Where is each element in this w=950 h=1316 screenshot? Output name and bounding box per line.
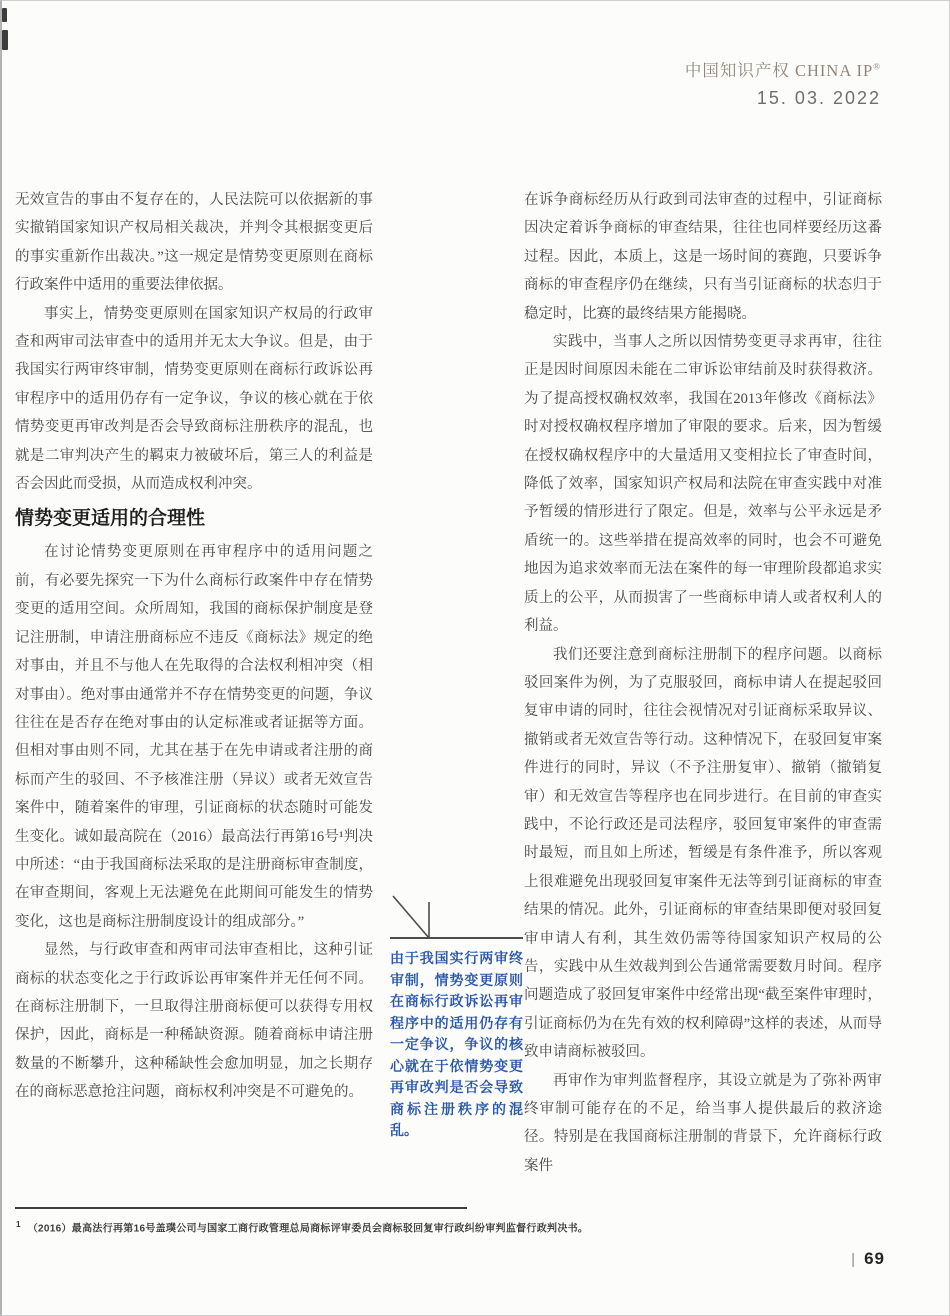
registered-mark: ® <box>873 61 881 72</box>
pull-quote-text: 由于我国实行两审终审制，情势变更原则在商标行政诉讼再审程序中的适用仍存有一定争议，争议的核心就在于依情势变更再审改判是否会导致商标注册秩序的混乱。 <box>390 950 523 1138</box>
magazine-header <box>685 57 881 109</box>
arrow-down-right-icon <box>392 895 438 939</box>
right-column-paragraphs <box>524 186 882 1180</box>
paragraph: 再审作为审判监督程序，其设立就是为了弥补两审终审制可能存在的不足，给当事人提供最后的救济途径。特别是在我国商标注册制的背景下，允许商标行政案件 <box>524 1072 882 1174</box>
pull-quote-rule <box>390 891 523 939</box>
paragraph: 在讨论情势变更原则在再审程序中的适用问题之前，有必要先探究一下为什么商标行政案件中存在情势变更的适用空间。众所周知，我国的商标保护制度是登记注册制，申请注册商标应不违反《商标法》规定的绝对事由，并且不与他人在先取得的合法权利相冲突（相对事由）。绝对事由通常并不存在情势变更的问题，争议往往在是否存在绝对事由的认定标准或者证据等方面。但相对事由则不同，尤其在基于在先申请或者注册的商标而产生的驳回、不予核准注册（异议）或者无效宣告案件中，随着案件的审理，引证商标的状态随时可能发生变化。诚如最高院在（2016）最高法行再第16号¹判决中所述：“由于我国商标法采取的是注册商标审查制度，在审查期间，客观上无法避免在此期间可能发生的情势变化，这也是商标注册制度设计的组成部分。” <box>15 544 373 930</box>
paragraph: 实践中，当事人之所以因情势变更寻求再审，往往正是因时间原因未能在二审诉讼审结前及时获得救济。为了提高授权确权效率，我国在2013年修改《商标法》时对授权确权程序增加了审限的要求。后来，因为暂缓在授权确权程序中的大量适用又变相拉长了审查时间，降低了效率，国家知识产权局和法院在审查实践中对准予暂缓的情形进行了限定。但是，效率与公平永远是矛盾统一的。这些举措在提高效率的同时，也会不可避免地因为追求效率而无法在案件的每一审理阶段都追求实质上的公平，从而损害了一些商标申请人或者权利人的利益。 <box>524 334 882 635</box>
brand-title <box>685 57 881 81</box>
pull-quote-block <box>390 891 523 1142</box>
brand-text: 中国知识产权 CHINA IP <box>684 61 874 80</box>
right-column <box>524 186 882 1180</box>
page-number <box>851 1249 885 1269</box>
paragraph: 事实上，情势变更原则在国家知识产权局的行政审查和两审司法审查中的适用并无太大争议。但是，由于我国实行两审终审制，情势变更原则在商标行政诉讼再审程序中的适用仍存有一定争议，争议的核心就在于依情势变更再审改判是否会导致商标注册秩序的混乱，也就是二审判决产生的羁束力被破坏后，第三人的利益是否会因此而受损，从而造成权利冲突。 <box>15 305 373 493</box>
footnote <box>16 1218 756 1236</box>
footnote-marker: 1 <box>16 1220 21 1229</box>
scan-mark <box>2 30 8 50</box>
paragraph: 我们还要注意到商标注册制下的程序问题。以商标驳回案件为例，为了克服驳回，商标申请人在提起驳回复审申请的同时，往往会视情况对引证商标采取异议、撤销或者无效宣告等行动。这种情况下，在驳回复审案件进行的同时，异议（不予注册复审）、撤销（撤销复审）和无效宣告等程序也在同步进行。在目前的审查实践中，不论行政还是司法程序，驳回复审案件的审查需时最短，而且如上所述，暂缓是有条件准予，所以客观上很难避免出现驳回复审案件无法等到引证商标的审查结果的情况。此外，引证商标的审查结果即便对驳回复审申请人有利，其生效仍需等待国家知识产权局的公告，实践中从生效裁判到公告通常需要数月时间。程序问题造成了驳回复审案件中经常出现“截至案件审理时，引证商标仍为在先有效的权利障碍”这样的表述，从而导致申请商标被驳回。 <box>524 646 882 1061</box>
page-number-value: 69 <box>864 1249 885 1268</box>
paragraph: 无效宣告的事由不复存在的，人民法院可以依据新的事实撤销国家知识产权局相关裁决，并判令其根据变更后的事实重新作出裁决。”这一规定是情势变更原则在商标行政案件中适用的重要法律依据。 <box>15 192 373 294</box>
scan-mark <box>2 8 7 22</box>
issue-date: 15. 03. 2022 <box>756 88 881 108</box>
page-number-divider: | <box>851 1250 856 1268</box>
left-column <box>15 186 373 1107</box>
footnote-divider <box>15 1207 467 1209</box>
section-heading: 情势变更适用的合理性 <box>15 508 206 530</box>
paragraph: 显然，与行政审查和两审司法审查相比，这种引证商标的状态变化之于行政诉讼再审案件并无任何不同。在商标注册制下，一旦取得注册商标便可以获得专用权保护，因此，商标是一种稀缺资源。随着商标申请注册数量的不断攀升，这种稀缺性会愈加明显，加之长期存在的商标恶意抢注问题，商标权利冲突是不可避免的。 <box>15 942 373 1101</box>
footnote-text: （2016）最高法行再第16号盖璞公司与国家工商行政管理总局商标评审委员会商标驳回复审行政纠纷审判监督行政判决书。 <box>27 1223 589 1235</box>
left-column-bottom-paragraphs <box>15 538 373 1106</box>
paragraph: 在诉争商标经历从行政到司法审查的过程中，引证商标因决定着诉争商标的审查结果，往往也同样要经历这番过程。因此，本质上，这是一场时间的赛跑，只要诉争商标的审查程序仍在继续，只有当引证商标的状态归于稳定时，比赛的最终结果方能揭晓。 <box>524 192 882 322</box>
left-column-top-paragraphs <box>15 186 373 498</box>
